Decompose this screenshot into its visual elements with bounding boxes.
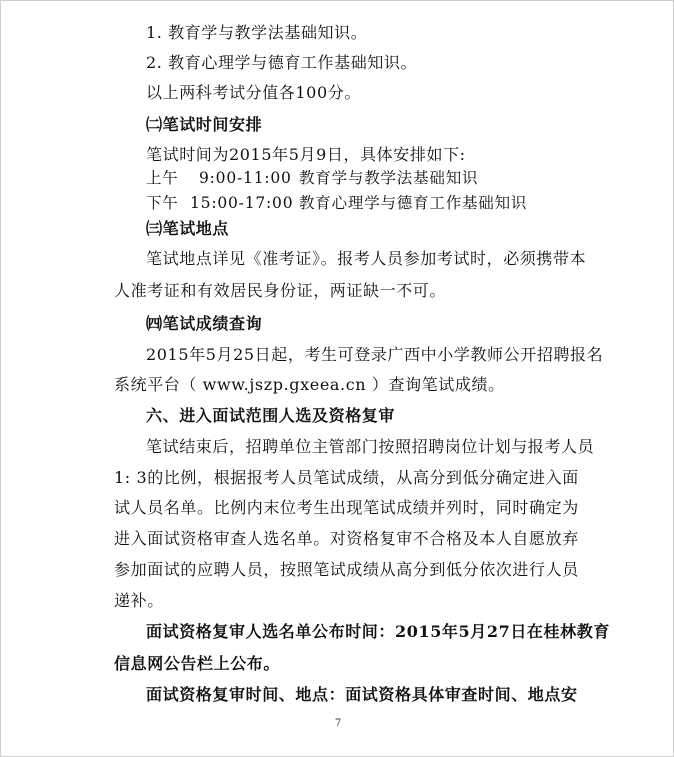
item-1: 1. 教育学与教学法基础知识。 bbox=[146, 23, 368, 42]
announcement-line-2: 信息网公告栏上公布。 bbox=[114, 654, 281, 673]
section-heading-exam-time: ㈡笔试时间安排 bbox=[146, 115, 263, 134]
interview-para-line-5: 参加面试的应聘人员，按照笔试成绩从高分到低分依次进行人员 bbox=[114, 560, 579, 579]
review-time-location-line: 面试资格复审时间、地点：面试资格具体审查时间、地点安 bbox=[146, 685, 578, 704]
schedule-morning-period: 上午 bbox=[146, 169, 179, 187]
announcement-line-1: 面试资格复审人选名单公布时间：2015年5月27日在桂林教育 bbox=[146, 622, 610, 641]
interview-para-line-4: 进入面试资格审查人选名单。对资格复审不合格及本人自愿放弃 bbox=[114, 529, 579, 548]
score-query-line-2: 系统平台（ www.jszp.gxeea.cn ）查询笔试成绩。 bbox=[114, 375, 505, 394]
interview-para-line-1: 笔试结束后，招聘单位主管部门按照招聘岗位计划与报考人员 bbox=[146, 437, 595, 456]
schedule-morning-subject: 教育学与教学法基础知识 bbox=[299, 169, 479, 187]
page-number: 7 bbox=[334, 718, 342, 729]
section-heading-interview: 六、进入面试范围人选及资格复审 bbox=[146, 406, 396, 425]
exam-date-line: 笔试时间为2015年5月9日，具体安排如下: bbox=[146, 145, 466, 164]
section-heading-exam-location: ㈢笔试地点 bbox=[146, 219, 230, 238]
interview-para-line-3: 试人员名单。比例内末位考生出现笔试成绩并列时，同时确定为 bbox=[114, 498, 579, 517]
item-2: 2. 教育心理学与德育工作基础知识。 bbox=[146, 53, 418, 72]
interview-para-line-6: 递补。 bbox=[114, 591, 164, 610]
schedule-afternoon-subject: 教育心理学与德育工作基础知识 bbox=[299, 194, 528, 212]
score-note: 以上两科考试分值各100分。 bbox=[146, 83, 361, 102]
schedule-afternoon-period: 下午 bbox=[146, 194, 179, 212]
schedule-morning-time: 9:00-11:00 bbox=[199, 169, 292, 187]
section-heading-score-query: ㈣笔试成绩查询 bbox=[146, 314, 263, 333]
location-line-1: 笔试地点详见《准考证》。报考人员参加考试时，必须携带本 bbox=[146, 249, 587, 268]
schedule-afternoon-time: 15:00-17:00 bbox=[190, 194, 294, 212]
location-line-2: 人准考证和有效居民身份证，两证缺一不可。 bbox=[114, 281, 447, 300]
score-query-line-1: 2015年5月25日起，考生可登录广西中小学教师公开招聘报名 bbox=[146, 345, 604, 364]
interview-para-line-2: 1: 3的比例，根据报考人员笔试成绩，从高分到低分确定进入面 bbox=[114, 468, 579, 487]
